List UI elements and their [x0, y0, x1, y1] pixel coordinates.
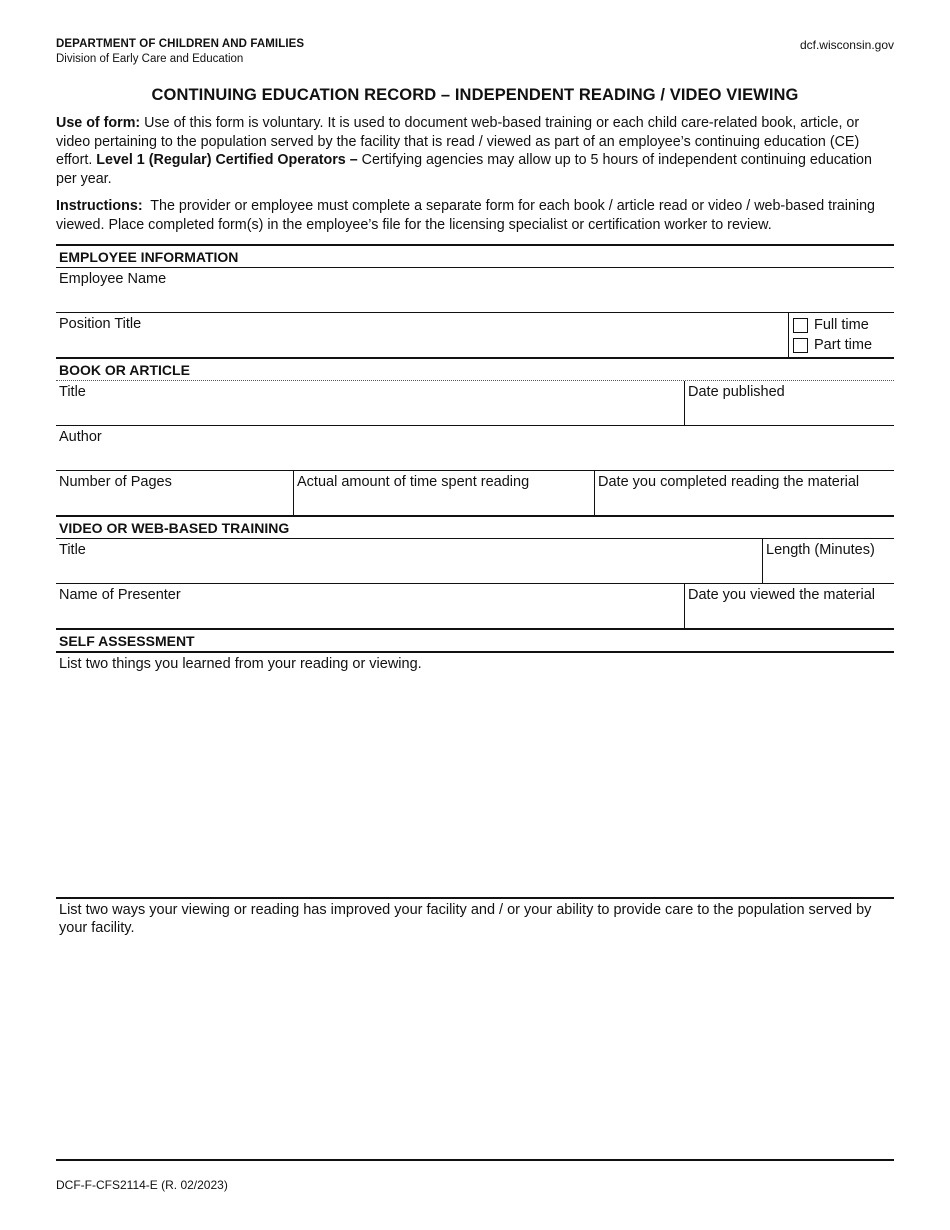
use-of-form-label: Use of form:: [56, 115, 141, 131]
full-time-option[interactable]: [793, 315, 890, 335]
number-of-pages-label: Number of Pages: [59, 474, 172, 490]
use-of-form-paragraph: [56, 114, 894, 188]
book-title-row: [56, 381, 894, 426]
part-time-option[interactable]: [793, 335, 890, 355]
video-title-field[interactable]: [56, 539, 762, 583]
improvements-prompt: List two ways your viewing or reading has improved your facility and / or your ability to provide care to the population served by your facility.: [59, 902, 872, 936]
length-minutes-label: Length (Minutes): [766, 542, 875, 558]
instructions-text: The provider or employee must complete a separate form for each book / article read or video / web-based training viewed. Place completed form(s) in the employee’s file for the licensing specialist or certification worker to review.: [56, 198, 879, 233]
book-title-label: Title: [59, 384, 86, 400]
instructions-paragraph: [56, 197, 894, 234]
date-published-field[interactable]: [684, 381, 894, 425]
author-label: Author: [59, 429, 102, 445]
section-self-assessment: SELF ASSESSMENT: [56, 630, 894, 653]
presenter-row: [56, 584, 894, 630]
footer-divider: [56, 1159, 894, 1161]
form-title: CONTINUING EDUCATION RECORD – INDEPENDENT READING / VIDEO VIEWING: [151, 86, 799, 104]
part-time-checkbox[interactable]: [793, 338, 808, 353]
date-viewed-label: Date you viewed the material: [688, 587, 875, 603]
full-time-checkbox[interactable]: [793, 318, 808, 333]
employee-name-row: [56, 268, 894, 313]
website-link[interactable]: dcf.wisconsin.gov: [799, 38, 894, 52]
learned-things-area[interactable]: [56, 653, 894, 899]
learned-things-prompt: List two things you learned from your reading or viewing.: [59, 656, 422, 672]
date-published-label: Date published: [688, 384, 785, 400]
position-title-row: [56, 313, 894, 359]
section-video-or-web-training: VIDEO OR WEB-BASED TRAINING: [56, 517, 894, 539]
part-time-label: Part time: [814, 337, 873, 353]
date-completed-reading-field[interactable]: [594, 471, 894, 515]
length-minutes-field[interactable]: [762, 539, 894, 583]
form-number: DCF-F-CFS2114-E (R. 02/2023): [56, 1178, 228, 1192]
position-title-label: Position Title: [59, 316, 142, 332]
presenter-name-field[interactable]: [56, 584, 684, 628]
section-book-or-article: BOOK OR ARTICLE: [56, 359, 894, 381]
employment-type-checkboxes: [788, 313, 894, 357]
level1-label: Level 1 (Regular) Certified Operators –: [96, 152, 358, 168]
book-title-field[interactable]: [56, 381, 684, 425]
date-viewed-field[interactable]: [684, 584, 894, 628]
position-title-field[interactable]: [56, 313, 788, 357]
form-page: [56, 36, 894, 1143]
division-name: Division of Early Care and Education: [56, 53, 244, 65]
time-spent-reading-label: Actual amount of time spent reading: [297, 474, 530, 490]
full-time-label: Full time: [814, 317, 869, 333]
number-of-pages-field[interactable]: [56, 471, 293, 515]
author-field[interactable]: [56, 426, 894, 470]
presenter-name-label: Name of Presenter: [59, 587, 181, 603]
author-row: [56, 426, 894, 471]
level1-text: Certifying agencies may allow up to 5 hours of independent continuing education per year.: [56, 152, 872, 187]
page-header: [56, 36, 894, 76]
use-of-form-text: Use of this form is voluntary. It is used to document web-based training or each child care-related book, article, or video pertaining to the population served by the facility that is read / viewed as part of an employee’s continuing education (CE) effort.: [56, 115, 860, 168]
employee-name-field[interactable]: [56, 268, 894, 312]
video-title-label: Title: [59, 542, 86, 558]
form-table: [56, 244, 894, 1143]
employee-name-label: Employee Name: [59, 271, 167, 287]
time-spent-reading-field[interactable]: [293, 471, 594, 515]
department-name: DEPARTMENT OF CHILDREN AND FAMILIES: [56, 38, 305, 50]
improvements-area[interactable]: [56, 899, 894, 1143]
video-title-row: [56, 539, 894, 584]
section-employee-information: EMPLOYEE INFORMATION: [56, 246, 894, 268]
date-completed-reading-label: Date you completed reading the material: [598, 474, 860, 490]
instructions-label: Instructions:: [56, 198, 143, 214]
reading-details-row: [56, 471, 894, 517]
